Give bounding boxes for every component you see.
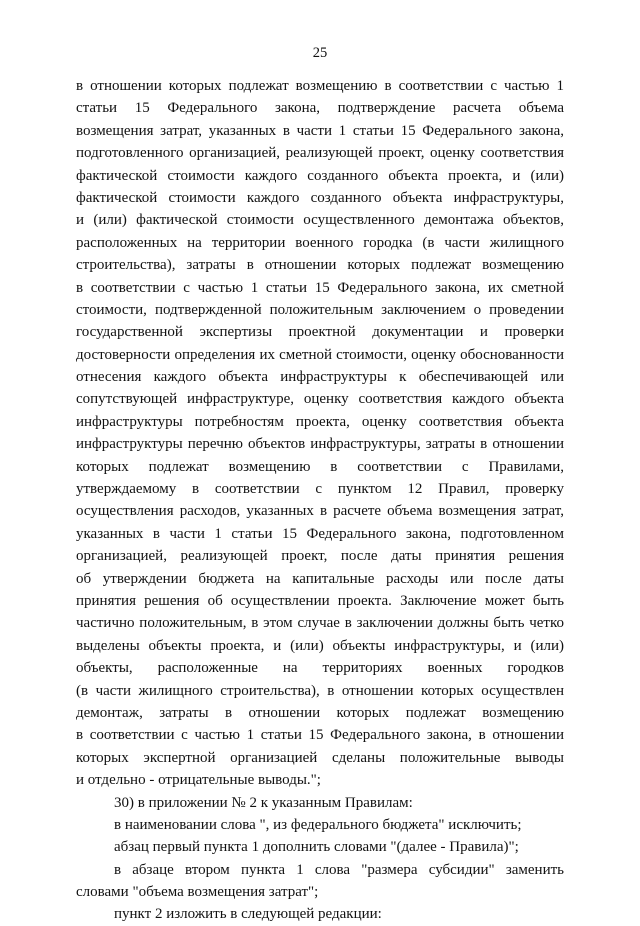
text-line: объекты, расположенные на территориях военных городков bbox=[76, 660, 564, 677]
text-line: частично положительным, в этом случае в заключении должны быть четко bbox=[76, 615, 564, 632]
text-line: статьи 15 Федерального закона, подтверждение расчета объема bbox=[76, 100, 564, 117]
text-line: об утверждении бюджета на капитальные расходы или после даты bbox=[76, 570, 564, 587]
text-line: абзац первый пункта 1 дополнить словами "(далее - Правила)"; bbox=[114, 839, 519, 856]
text-line: указанных в части 1 статьи 15 Федерального закона, подготовленном bbox=[76, 525, 564, 542]
text-line: государственной экспертизы проектной документации и проверки bbox=[76, 324, 564, 341]
text-line: сопутствующей инфраструктуре, оценку соответствия каждого объекта bbox=[76, 391, 564, 408]
text-line: расположенных на территории военного городка (в части жилищного bbox=[76, 234, 564, 251]
text-line: подготовленного организацией, реализующей проект, оценку соответствия bbox=[76, 145, 564, 162]
text-line: фактической стоимости каждого созданного объекта проекта, и (или) bbox=[76, 167, 564, 184]
text-line: отнесения каждого объекта инфраструктуры к обеспечивающей или bbox=[76, 369, 564, 386]
text-line: в отношении которых подлежат возмещению в соответствии с частью 1 bbox=[76, 78, 564, 94]
text-line: осуществления расходов, указанных в расчете объема возмещения затрат, bbox=[76, 503, 564, 520]
text-line: стоимости, подтвержденной положительным заключением о проведении bbox=[76, 301, 564, 318]
text-line: организацией, реализующей проект, после даты принятия решения bbox=[76, 548, 564, 565]
text-line: инфраструктуры перечню объектов инфраструктуры, затраты в отношении bbox=[76, 436, 564, 453]
text-line: демонтаж, затраты в отношении которых подлежат возмещению bbox=[76, 704, 564, 721]
text-line: инфраструктуры потребностям проекта, оценку соответствия объекта bbox=[76, 413, 564, 430]
page-number: 25 bbox=[312, 45, 328, 61]
text-line: (в части жилищного строительства), в отношении которых осуществлен bbox=[76, 682, 564, 699]
text-line: фактической стоимости каждого созданного объекта инфраструктуры, bbox=[76, 189, 564, 206]
text-line: в соответствии с частью 1 статьи 15 Федерального закона, в отношении bbox=[76, 727, 564, 744]
text-line: словами "объема возмещения затрат"; bbox=[76, 884, 319, 901]
text-line: в наименовании слова ", из федерального бюджета" исключить; bbox=[114, 816, 522, 833]
text-line: которых экспертной организацией сделаны положительные выводы bbox=[76, 749, 564, 766]
text-line: которых подлежат возмещению в соответствии с Правилами, bbox=[76, 458, 564, 475]
text-line: утверждаемому в соответствии с пунктом 12 Правил, проверку bbox=[76, 481, 564, 498]
text-line: и отдельно - отрицательные выводы."; bbox=[76, 772, 321, 789]
text-line: в соответствии с частью 1 статьи 15 Федерального закона, их сметной bbox=[76, 279, 564, 296]
text-line: и (или) фактической стоимости осуществленного демонтажа объектов, bbox=[76, 212, 564, 229]
text-line: выделены объекты проекта, и (или) объекты инфраструктуры, и (или) bbox=[76, 637, 564, 654]
text-line: возмещения затрат, указанных в части 1 статьи 15 Федерального закона, bbox=[76, 122, 564, 139]
text-line: строительства), затраты в отношении которых подлежат возмещению bbox=[76, 257, 564, 274]
text-line: принятия решения об осуществлении проекта. Заключение может быть bbox=[76, 592, 564, 609]
text-line: в абзаце втором пункта 1 слова "размера субсидии" заменить bbox=[114, 861, 564, 878]
document-body bbox=[76, 75, 564, 926]
text-line: достоверности определения их сметной стоимости, оценку обоснованности bbox=[76, 346, 564, 363]
text-line: 30) в приложении № 2 к указанным Правилам: bbox=[114, 794, 413, 811]
text-line: пункт 2 изложить в следующей редакции: bbox=[114, 906, 382, 923]
